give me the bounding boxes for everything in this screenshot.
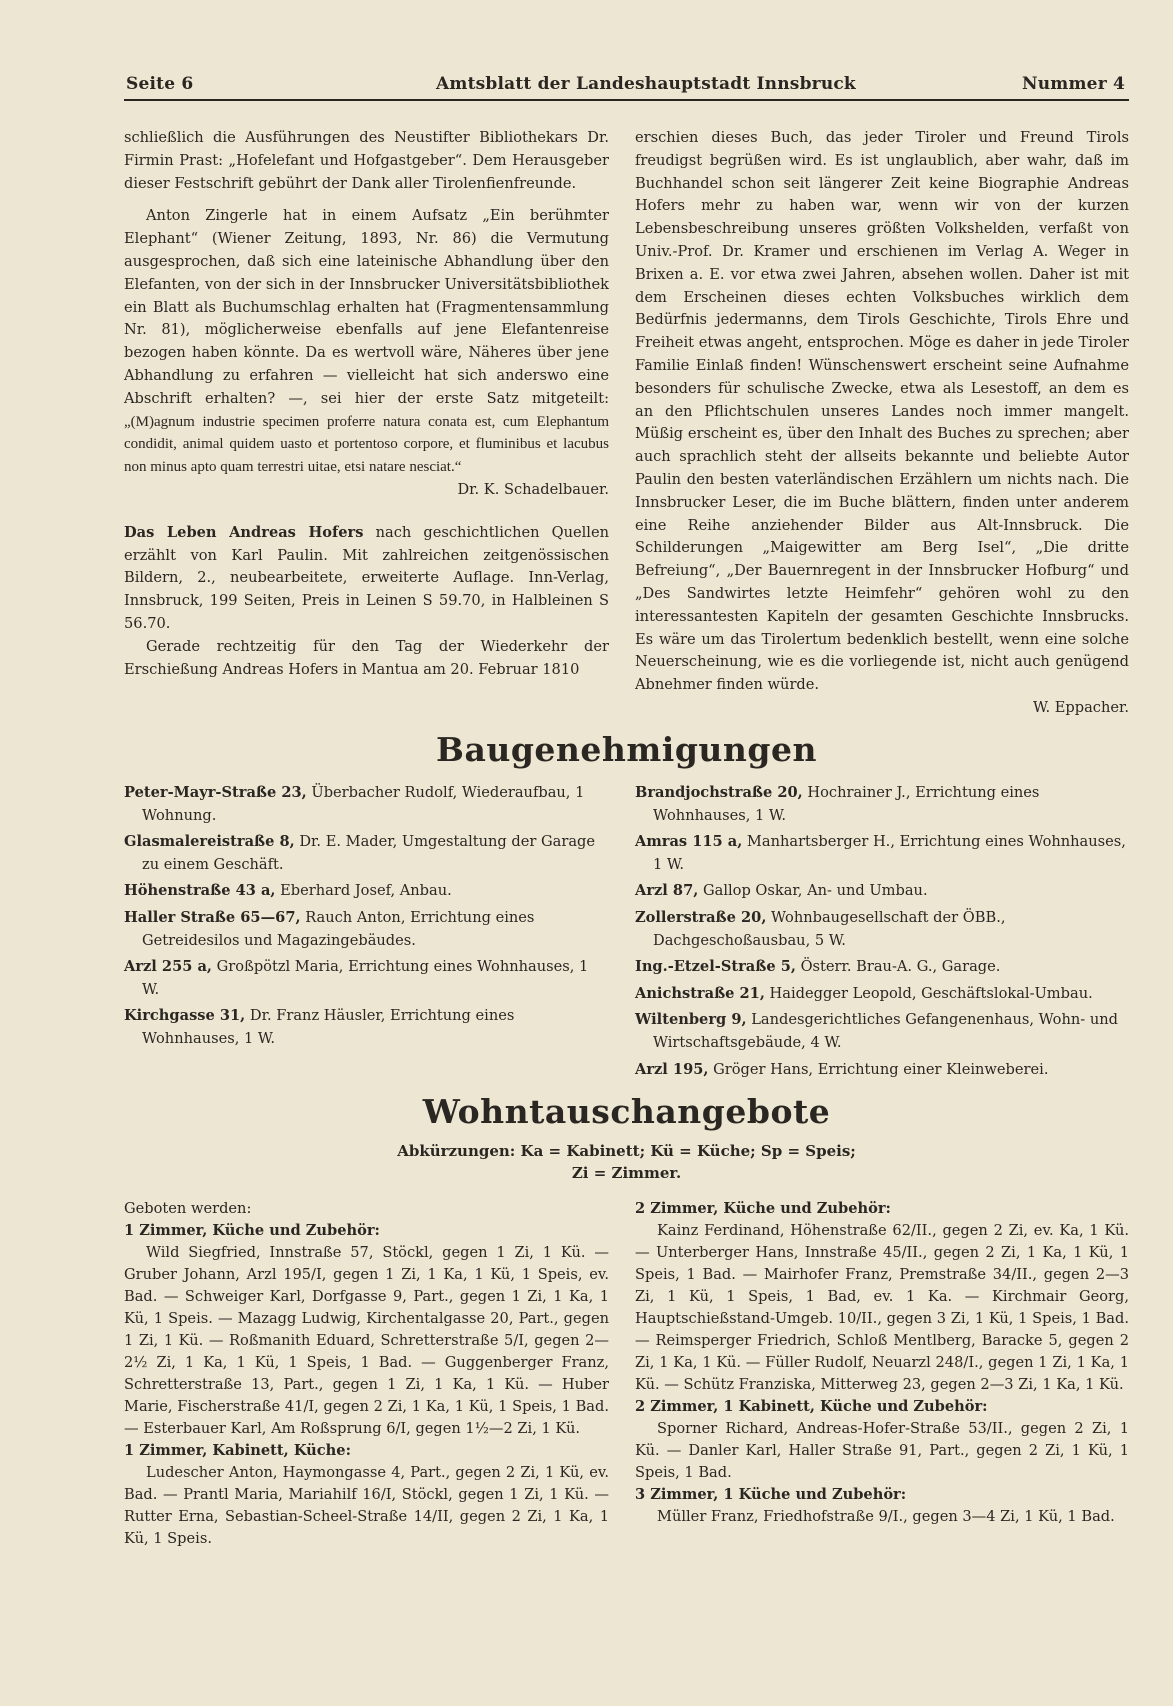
section-title: 3 Zimmer, 1 Küche und Zubehör: (635, 1486, 907, 1503)
publication-title: Amtsblatt der Landeshauptstadt Innsbruck (436, 74, 856, 94)
section-text: Sporner Richard, Andreas-Hofer-Straße 53/II., gegen 2 Zi, 1 Kü. — Danler Karl, Haller Straße 91, Part., gegen 2 Zi, 1 Kü, 1 Speis, 1 Bad. (635, 1420, 1129, 1481)
building-permits-left (124, 782, 609, 1055)
review2-intro-text: nach geschichtlichen Quellen erzählt von Karl Paulin. Mit zahlreichen zeitgenössischen Bildern, 2., neubearbeitete, erweiterte Auflage. Inn-Verlag, Innsbruck, 199 Seiten, Preis in Leinen S 59.70, in Halbleinen S 56.70. (124, 523, 609, 632)
left-column-top (124, 127, 609, 681)
review2-text-right: erschien dieses Buch, das jeder Tiroler und Freund Tirols freudigst begrüßen wird. Es ist unglaublich, aber wahr, daß im Buchhandel schon seit längerer Zeit keine Biographie Andreas Hofers mehr zu haben war, wenn wir von der kurzen Lebensbeschreibung unseres größten Volkshelden, verfaßt von Univ.-Prof. Dr. Kramer und erschienen im Verlag A. Weger in Brixen a. E. vor etwa zwei Jahren, absehen wollen. Daher ist mit dem Erscheinen dieses echten Volksbuches wirklich dem Bedürfnis jedermanns, dem Tirols Geschichte, Tirols Ehre und Freiheit etwas angeht, entsprochen. Möge es daher in jede Tiroler Familie Einlaß finden! Wünschenswert erscheint seine Aufnahme besonders für schulische Zwecke, etwa als Lesestoff, an dem es an den Pflichtschulen unseres Landes noch immer mangelt. Müßig erscheint es, über den Inhalt des Buches zu sprechen; aber auch sprachlich steht der allseits bekannte und beliebte Autor Paulin den besten vaterländischen Erzählern um nichts nach. Die Innsbrucker Leser, die im Buche blättern, finden unter anderem eine Reihe anziehender Bilder aus Alt-Innsbruck. Die Schilderungen „Maigewitter am Berg Isel“, „Die dritte Befreiung“, „Der Bauernregent in der Innsbrucker Hofburg“ und „Des Sandwirtes letzte Heimfehr“ gehören wohl zu den interessantesten Kapiteln der gesamten Geschichte Innsbrucks. Es wäre um das Tirolertum bedenklich bestellt, wenn eine solche Neuerscheinung, wie es die vorliegende ist, nicht auch genügend Abnehmer finden würde. (635, 129, 1129, 694)
permit-entry: Peter-Mayr-Straße 23, Überbacher Rudolf, Wiederaufbau, 1 Wohnung. (124, 784, 585, 824)
permit-entry: Ing.-Etzel-Straße 5, Österr. Brau-A. G., Garage. (635, 958, 1001, 976)
section-title: 2 Zimmer, 1 Kabinett, Küche und Zubehör: (635, 1398, 988, 1415)
review1-signature: Dr. K. Schadelbauer. (457, 480, 609, 498)
permit-entry: Zollerstraße 20, Wohnbaugesellschaft der ÖBB., Dachgeschoßausbau, 5 W. (635, 908, 1006, 949)
review1-paragraph1: schließlich die Ausführungen des Neustifter Bibliothekars Dr. Firmin Prast: „Hofelefant und Hofgastgeber“. Dem Herausgeber dieser Festschrift gebührt der Dank aller Tirolenfienfreunde. (124, 129, 609, 192)
permit-entry: Kirchgasse 31, Dr. Franz Häusler, Errichtung eines Wohnhauses, 1 W. (124, 1007, 515, 1047)
building-permits-right (635, 782, 1129, 1085)
review2-text-left: Gerade rechtzeitig für den Tag der Wiederkehr der Erschießung Andreas Hofers in Mantua am 20. Februar 1810 (124, 637, 609, 678)
baugenehmigungen-heading: Baugenehmigungen (436, 730, 817, 769)
abbreviations-line2: Zi = Zimmer. (571, 1164, 682, 1182)
permit-entry: Amras 115 a, Manhartsberger H., Errichtung eines Wohnhauses, 1 W. (635, 833, 1126, 873)
review1-paragraph2 (124, 205, 609, 479)
abbreviations (124, 1140, 1129, 1184)
right-column-top (635, 127, 1129, 720)
section-text: Wild Siegfried, Innstraße 57, Stöckl, gegen 1 Zi, 1 Kü. — Gruber Johann, Arzl 195/I, gegen 1 Zi, 1 Ka, 1 Kü, 1 Speis, ev. Bad. — Schweiger Karl, Dorfgasse 9, Part., gegen 1 Zi, 1 Ka, 1 Kü, 1 Speis. — Mazagg Ludwig, Kirchentalgasse 20, Part., gegen 1 Zi, 1 Kü. — Roßmanith Eduard, Schretterstraße 5/I, gegen 2—2½ Zi, 1 Ka, 1 Kü, 1 Speis, 1 Bad. — Guggenberger Franz, Schretterstraße 13, Part., gegen 1 Zi, 1 Ka, 1 Kü. — Huber Marie, Fischerstraße 41/I, gegen 2 Zi, 1 Ka, 1 Kü, 1 Speis, 1 Bad. — Esterbauer Karl, Am Roßsprung 6/I, gegen 1½—2 Zi, 1 Kü. (124, 1244, 609, 1437)
wohntausch-right (635, 1198, 1129, 1528)
review1-body: Anton Zingerle hat in einem Aufsatz „Ein berühmter Elephant“ (Wiener Zeitung, 1893, Nr. 86) die Vermutung ausgesprochen, daß sich eine lateinische Abhandlung über den Elefanten, von der sich in der Innsbrucker Universitätsbibliothek ein Blatt als Buchumschlag erhalten hat (Fragmentensammlung Nr. 81), möglicherweise ebenfalls auf jene Elefantenreise bezogen haben könnte. Da es wertvoll wäre, Näheres über jene Abhandlung zu erfahren — vielleicht hat sich anderswo eine Abschrift erhalten? —, sei hier der erste Satz mitgeteilt: (124, 207, 609, 407)
offered-label: Geboten werden: (124, 1200, 252, 1217)
section-title: 2 Zimmer, Küche und Zubehör: (635, 1200, 891, 1217)
abbreviations-line1: Abkürzungen: Ka = Kabinett; Kü = Küche; Sp = Speis; (397, 1142, 856, 1160)
section-text: Kainz Ferdinand, Höhenstraße 62/II., gegen 2 Zi, ev. Ka, 1 Kü. — Unterberger Hans, Innstraße 45/II., gegen 2 Zi, 1 Ka, 1 Kü, 1 Speis, 1 Bad. — Mairhofer Franz, Premstraße 34/II., gegen 2—3 Zi, 1 Kü, 1 Speis, 1 Bad, ev. 1 Ka. — Kirchmair Georg, Hauptschießstand-Umgeb. 10/II., gegen 3 Zi, 1 Kü, 1 Speis, 1 Bad. — Reimsperger Friedrich, Schloß Mentlberg, Baracke 5, gegen 2 Zi, 1 Ka, 1 Kü. — Füller Rudolf, Neuarzl 248/I., gegen 1 Zi, 1 Ka, 1 Kü. — Schütz Franziska, Mitterweg 23, gegen 2—3 Zi, 1 Ka, 1 Kü. (635, 1222, 1129, 1393)
wohntausch-heading: Wohntauschangebote (422, 1092, 831, 1131)
permit-entry: Haller Straße 65—67, Rauch Anton, Errichtung eines Getreidesilos und Magazingebäudes. (124, 908, 535, 949)
issue-number: Nummer 4 (1022, 74, 1125, 94)
section-title: 1 Zimmer, Küche und Zubehör: (124, 1222, 380, 1239)
section-title: 1 Zimmer, Kabinett, Küche: (124, 1442, 351, 1459)
permit-entry: Höhenstraße 43 a, Eberhard Josef, Anbau. (124, 882, 452, 900)
review2-intro (124, 522, 609, 636)
page-number: Seite 6 (126, 74, 194, 94)
latin-quote: „(M)agnum industrie specimen proferre natura conata est, cum Elephantum condidit, animal quidem uasto et portentoso corpore, et fluminibus et lacubus non minus apto quam terrestri uitae, etsi natare nesciat.“ (124, 413, 609, 476)
review2-signature: W. Eppacher. (1033, 698, 1129, 716)
review2-title: Das Leben Andreas Hofers (124, 523, 364, 541)
permit-entry: Anichstraße 21, Haidegger Leopold, Geschäftslokal-Umbau. (635, 984, 1093, 1002)
section-text: Ludescher Anton, Haymongasse 4, Part., gegen 2 Zi, 1 Kü, ev. Bad. — Prantl Maria, Mariahilf 16/I, Stöckl, gegen 1 Zi, 1 Kü. — Rutter Erna, Sebastian-Scheel-Straße 14/II, gegen 2 Zi, 1 Ka, 1 Kü, 1 Speis. (124, 1464, 609, 1547)
permit-entry: Arzl 255 a, Großpötzl Maria, Errichtung eines Wohnhauses, 1 W. (124, 958, 589, 998)
permit-entry: Arzl 195, Gröger Hans, Errichtung einer Kleinweberei. (635, 1060, 1049, 1078)
permit-entry: Glasmalereistraße 8, Dr. E. Mader, Umgestaltung der Garage zu einem Geschäft. (124, 833, 596, 873)
permit-entry: Arzl 87, Gallop Oskar, An- und Umbau. (635, 882, 928, 900)
permit-entry: Wiltenberg 9, Landesgerichtliches Gefangenenhaus, Wohn- und Wirtschaftsgebäude, 4 W. (635, 1011, 1118, 1051)
wohntausch-left (124, 1198, 609, 1550)
header-rule (124, 99, 1129, 101)
section-text: Müller Franz, Friedhofstraße 9/I., gegen 3—4 Zi, 1 Kü, 1 Bad. (657, 1508, 1115, 1525)
permit-entry: Brandjochstraße 20, Hochrainer J., Errichtung eines Wohnhauses, 1 W. (635, 784, 1040, 824)
